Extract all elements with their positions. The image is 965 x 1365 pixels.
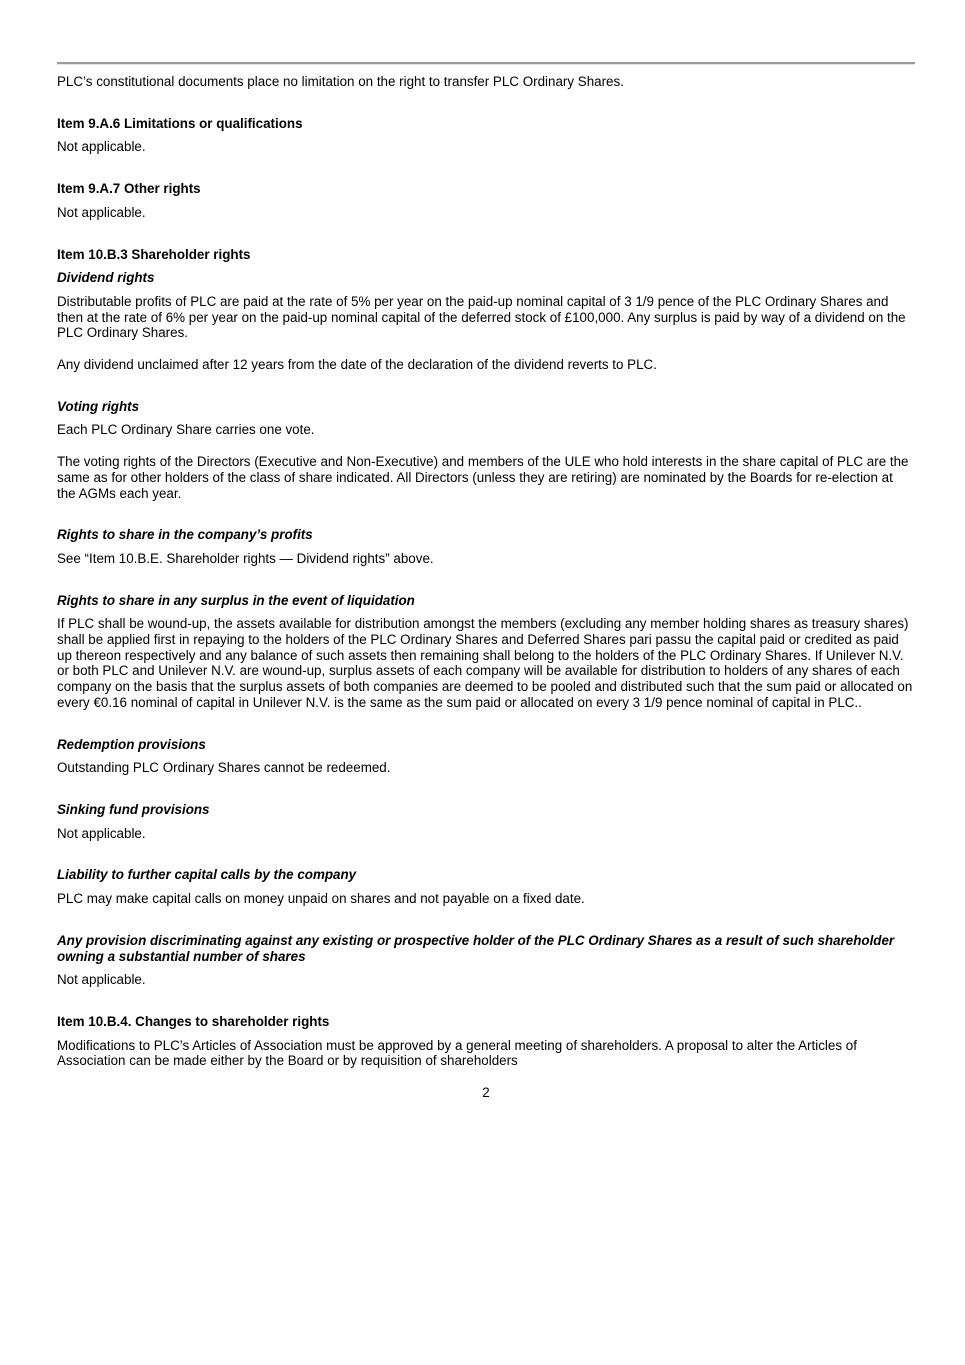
heading-item-9a6: Item 9.A.6 Limitations or qualifications (57, 115, 303, 131)
heading-item-10b3: Item 10.B.3 Shareholder rights (57, 246, 251, 262)
subheading-profits-rights: Rights to share in the company’s profits (57, 527, 313, 543)
para-profits-rights: See “Item 10.B.E. Shareholder rights — Dividend rights” above. (57, 550, 434, 566)
para-changes-rights: Modifications to PLC’s Articles of Association must be approved by a general meeting of shareholders. A proposal to alter the Articles of Association can be made either by the Board or by requisition of shareholders (57, 1037, 857, 1069)
page-number: 2 (482, 1085, 490, 1101)
subheading-redemption-provisions: Redemption provisions (57, 736, 206, 752)
subheading-capital-calls: Liability to further capital calls by the company (57, 867, 357, 883)
subheading-voting-rights: Voting rights (57, 398, 140, 414)
para-dividend-rights-1: Distributable profits of PLC are paid at the rate of 5% per year on the paid-up nominal capital of 3 1/9 pence of the PLC Ordinary Shares and then at the rate of 6% per year on the paid-up nominal capital of the deferred stock of £100,000. Any surplus is paid by way of a dividend on the PLC Ordinary Shares. (57, 293, 906, 341)
para-transfer-limitation: PLC’s constitutional documents place no limitation on the right to transfer PLC Ordinary Shares. (57, 74, 624, 89)
para-not-applicable-2: Not applicable. (57, 204, 146, 220)
subheading-liquidation-rights: Rights to share in any surplus in the event of liquidation (57, 592, 415, 608)
para-dividend-rights-2: Any dividend unclaimed after 12 years from the date of the declaration of the dividend reverts to PLC. (57, 357, 657, 373)
top-horizontal-rule (57, 62, 915, 64)
para-liquidation-rights: If PLC shall be wound-up, the assets available for distribution amongst the members (excluding any member holding shares as treasury shares) shall be applied first in repaying to the holders of the PLC Ordinary Shares and Deferred Shares pari passu the capital paid or credited as paid up thereon respectively and any balance of such assets then remaining shall belong to the holders of the PLC Ordinary Shares. If Unilever N.V. or both PLC and Unilever N.V. are wound-up, surplus assets of each company will be available for distribution to holders of any shares of each company on the basis that the surplus assets of both companies are deemed to be pooled and distributed such that the sum paid or allocated on every €0.16 nominal of capital in Unilever N.V. is the same as the sum paid or allocated on every 3 1/9 pence nominal of capital in PLC.. (57, 616, 913, 710)
heading-item-10b4: Item 10.B.4. Changes to shareholder rights (57, 1013, 330, 1029)
heading-item-9a7: Item 9.A.7 Other rights (57, 181, 201, 197)
para-not-applicable-1: Not applicable. (57, 139, 146, 155)
para-voting-rights-1: Each PLC Ordinary Share carries one vote. (57, 422, 315, 438)
subheading-dividend-rights: Dividend rights (57, 270, 155, 286)
para-capital-calls: PLC may make capital calls on money unpaid on shares and not payable on a fixed date. (57, 891, 585, 907)
subheading-sinking-fund: Sinking fund provisions (57, 801, 210, 817)
para-redemption-provisions: Outstanding PLC Ordinary Shares cannot be redeemed. (57, 760, 391, 776)
para-sinking-fund: Not applicable. (57, 825, 146, 841)
para-discriminating-provision: Not applicable. (57, 972, 146, 988)
para-voting-rights-2: The voting rights of the Directors (Executive and Non-Executive) and members of the ULE who hold interests in the share capital of PLC are the same as for other holders of the class of share indicated. All Directors (unless they are retiring) are nominated by the Boards for re-election at the AGMs each year. (57, 454, 909, 501)
subheading-discriminating-provision: Any provision discriminating against any existing or prospective holder of the PLC Ordinary Shares as a result of such shareholder owning a substantial number of shares (57, 932, 895, 964)
